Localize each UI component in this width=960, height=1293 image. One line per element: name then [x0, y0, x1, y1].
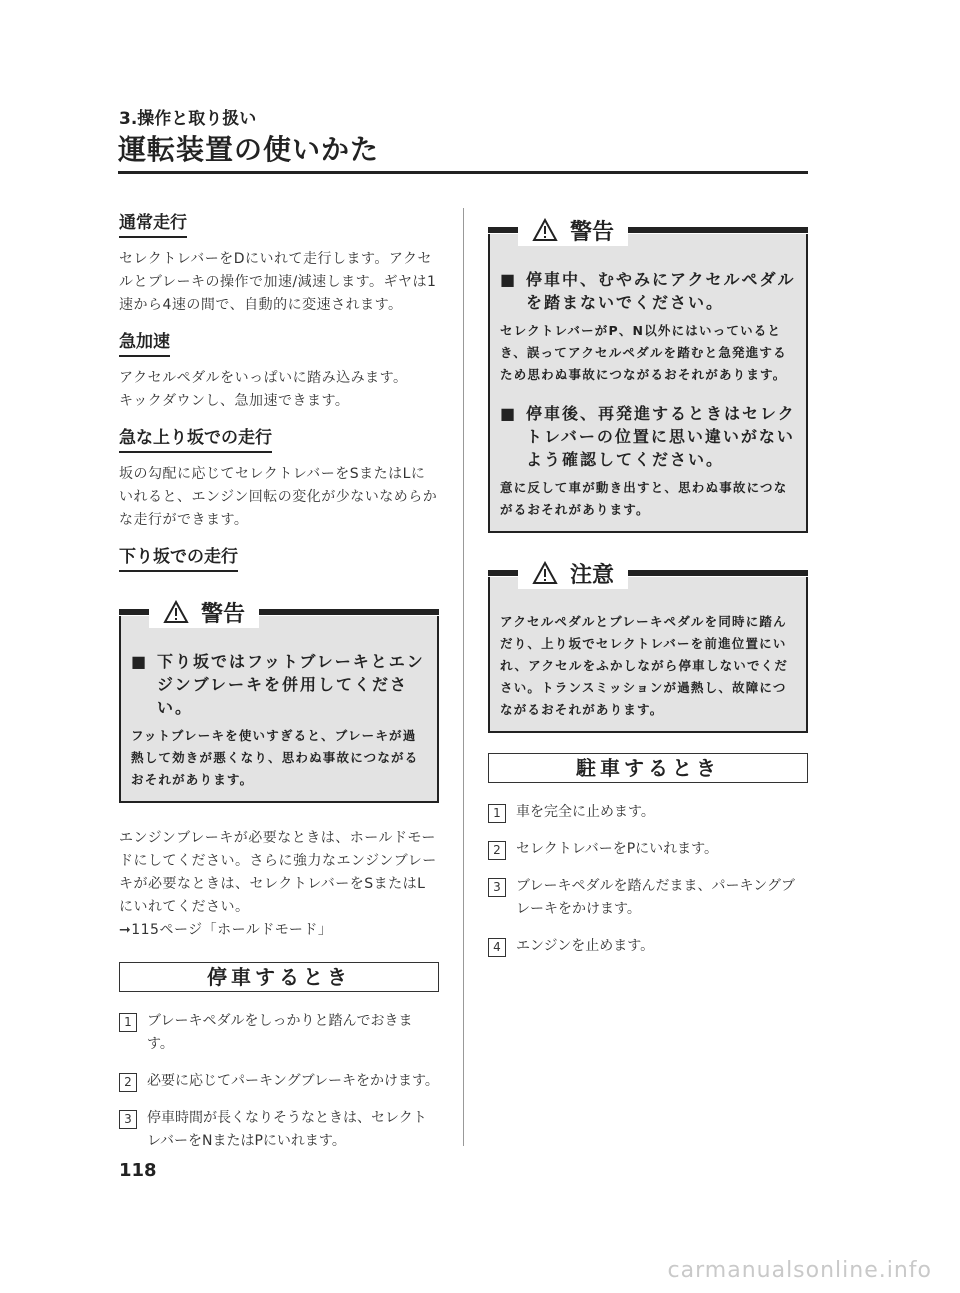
warning-icon: [532, 218, 558, 242]
right-column: [488, 212, 808, 972]
step-text: エンジンを止めます。: [516, 938, 655, 954]
engine-brake-text: エンジンブレーキが必要なときは、ホールドモードにしてください。さらに強力なエンジンブレーキが必要なときは、セレクトレバーをSまたはLにいれてください。: [119, 830, 437, 915]
caution-header: [488, 561, 808, 588]
warning-box-downhill: [119, 601, 439, 803]
park-section-title: 駐車するとき: [488, 753, 808, 783]
warning-title: ■ 停車後、再発進するときはセレクトレバーの位置に思い違いがないよう確認してください。: [500, 402, 796, 471]
caution-icon: [532, 561, 558, 585]
step-number: 4: [488, 938, 506, 957]
warning-text: セレクトレバーがP、N以外にはいっているとき、誤ってアクセルペダルを踏むと急発進するため思わぬ事故につながるおそれがあります。: [500, 323, 787, 382]
list-item: [488, 838, 808, 861]
header-rule: [118, 171, 808, 174]
list-item: [488, 801, 808, 824]
warning-header: [119, 600, 439, 627]
caution-text: アクセルペダルとブレーキペダルを同時に踏んだり、上り坂でセレクトレバーを前進位置にいれ、アクセルをふかしながら停車しないでください。トランスミッションが過熱し、故障につながるおそれがあります。: [500, 614, 789, 717]
warning-header: [488, 218, 808, 245]
warning-label: 警告: [201, 601, 246, 627]
section-title: 急加速: [119, 331, 170, 357]
step-text: ブレーキペダルを踏んだまま、パーキングブレーキをかけます。: [516, 878, 796, 917]
section-title: 急な上り坂での走行: [119, 427, 272, 453]
step-text: セレクトレバーをPにいれます。: [516, 841, 719, 857]
watermark: carmanualsonline.info: [667, 1258, 932, 1283]
stop-section-title: 停車するとき: [119, 962, 439, 992]
warning-text: フットブレーキを使いすぎると、ブレーキが過熱して効きが悪くなり、思わぬ事故につながるおそれがあります。: [131, 728, 419, 787]
warning-title: ■ 停車中、むやみにアクセルペダルを踏まないでください。: [500, 268, 796, 314]
section-text: セレクトレバーをDにいれて走行します。アクセルとブレーキの操作で加速/減速します。ギヤは1速から4速の間で、自動的に変速されます。: [119, 251, 437, 313]
section-normal-driving: [119, 212, 439, 317]
caution-box: [488, 562, 808, 733]
section-downhill: [119, 546, 439, 582]
step-number: 2: [119, 1073, 137, 1092]
park-steps: [488, 801, 808, 958]
warning-label: 警告: [570, 219, 615, 245]
step-text: 停車時間が長くなりそうなときは、セレクトレバーをNまたはPにいれます。: [147, 1110, 427, 1149]
list-item: [119, 1107, 439, 1153]
page-reference-link[interactable]: ➞115ページ「ホールドモード」: [119, 922, 333, 938]
section-title: 通常走行: [119, 212, 187, 238]
list-item: [119, 1070, 439, 1093]
chapter-label: 3.操作と取り扱い: [119, 109, 257, 129]
page-number: 118: [119, 1160, 157, 1181]
left-column: [119, 212, 439, 1167]
section-steep-uphill: [119, 427, 439, 532]
list-item: [119, 1010, 439, 1056]
section-title: 下り坂での走行: [119, 546, 238, 572]
step-text: 必要に応じてパーキングブレーキをかけます。: [147, 1073, 439, 1089]
column-divider: [463, 208, 464, 1146]
section-text: 坂の勾配に応じてセレクトレバーをSまたはLにいれると、エンジン回転の変化が少ないなめらかな走行ができます。: [119, 466, 438, 528]
step-number: 2: [488, 841, 506, 860]
warning-text: 意に反して車が動き出すと、思わぬ事故につながるおそれがあります。: [500, 480, 788, 517]
step-number: 3: [488, 878, 506, 897]
page-title: 運転装置の使いかた: [118, 133, 380, 166]
section-text: アクセルペダルをいっぱいに踏み込みます。 キックダウンし、急加速できます。: [119, 370, 408, 409]
warning-box-stopping: [488, 219, 808, 533]
caution-label: 注意: [570, 562, 615, 588]
warning-title: ■ 下り坂ではフットブレーキとエンジンブレーキを併用してください。: [131, 650, 427, 719]
step-number: 3: [119, 1110, 137, 1129]
stop-steps: [119, 1010, 439, 1153]
section-rapid-acceleration: [119, 331, 439, 413]
step-number: 1: [119, 1013, 137, 1032]
list-item: [488, 935, 808, 958]
list-item: [488, 875, 808, 921]
warning-icon: [163, 600, 189, 624]
step-text: 車を完全に止めます。: [516, 804, 655, 820]
step-number: 1: [488, 804, 506, 823]
step-text: ブレーキペダルをしっかりと踏んでおきます。: [147, 1013, 413, 1052]
